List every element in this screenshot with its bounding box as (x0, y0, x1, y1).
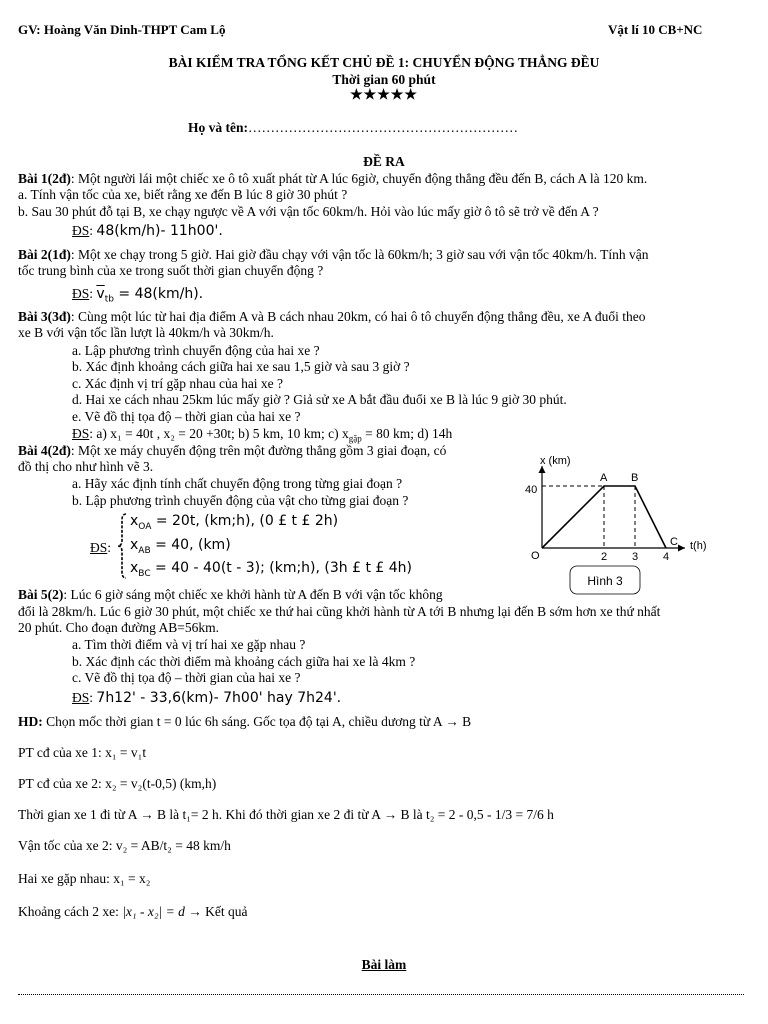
page-title: BÀI KIỂM TRA TỔNG KẾT CHỦ ĐỀ 1: CHUYỂN ĐỘNG THẲNG ĐỀU (168, 55, 600, 70)
bai3-text2: xe B với vận tốc lần lượt là 40km/h và 30km/h. (18, 325, 274, 340)
eq-var: x (130, 560, 139, 576)
bai4-title: Bài 4(2đ) (18, 443, 71, 458)
hd-line6 (18, 904, 247, 920)
bai4-ds-label: ĐS: (90, 540, 112, 555)
bai4-eq2 (130, 537, 231, 559)
hd-line2: PT cđ của xe 2: x₂ = v₂(t-0,5) (km,h) (18, 776, 217, 791)
hd-intro (18, 714, 471, 730)
bai4-a: a. Hãy xác định tính chất chuyển động trong từng giai đoạn ? (72, 476, 403, 491)
bai3-a: a. Lập phương trình chuyển động của hai xe ? (72, 343, 320, 358)
bai2-title: Bài 2(1đ) (18, 247, 71, 262)
bai2-body: : Một xe chạy trong 5 giờ. Hai giờ đầu chạy với vận tốc là 60km/h; 3 giờ sau với vận tốc 40km/h. Tính vận (70, 247, 649, 262)
bai2-answer: ĐS: $\overline{v}_{tb} = 48(km/h)$. (72, 286, 204, 305)
motion-graph (520, 448, 720, 598)
bai5-a: a. Tìm thời điểm và vị trí hai xe gặp nhau ? (72, 637, 306, 652)
ds-label: ĐS (90, 540, 108, 555)
ds-label: ĐS (72, 690, 90, 705)
bai4-eq1 (130, 513, 338, 535)
bai5-text2: đổi là 28km/h. Lúc 6 giờ 30 phút, một chiếc xe thứ hai cũng khởi hành từ A tới B nhưng lại đến B sớm hơn xe thứ nhất (18, 604, 661, 619)
ds-label: ĐS (72, 286, 90, 301)
bai2-text1 (18, 247, 649, 263)
bai2-v: $\overline{v}$ (96, 286, 105, 302)
bai4-b: b. Lập phương trình chuyển động của vật cho từng giai đoạn ? (72, 493, 409, 508)
bai4-eq3 (130, 560, 412, 582)
bai5-b: b. Xác định các thời điểm mà khoảng cách giữa hai xe là 4km ? (72, 654, 416, 669)
bai-lam-heading: Bài làm (361, 957, 407, 972)
bai3-d: d. Hai xe cách nhau 25km lúc mấy giờ ? Giả sử xe A bắt đầu đuổi xe B là lúc 9 giờ 30 phút. (72, 392, 567, 407)
eq-sub: OA (138, 521, 152, 532)
eq-body: = 40, (km) (150, 537, 231, 553)
rating-stars: ★★★★★ (350, 88, 418, 103)
system-brace (116, 512, 130, 580)
bai1-answer: ĐS: 48(km/h)- 11h00'. (72, 223, 223, 239)
bai3-b: b. Xác định khoảng cách giữa hai xe sau 1,5 giờ và sau 3 giờ ? (72, 359, 410, 374)
bai4-body: : Một xe máy chuyển động trên một đường thẳng gồm 3 giai đoạn, có (70, 443, 447, 458)
point-label-a: A (600, 472, 608, 484)
ds-label: ĐS (72, 426, 90, 441)
bai3-ds2: = 80 km; d) 14h (361, 426, 453, 441)
eq-var: x (130, 537, 139, 553)
hd-text: Chọn mốc thời gian t = 0 lúc 6h sáng. Gốc tọa độ tại A, chiều dương từ A → B (42, 714, 472, 729)
section-heading: ĐỀ RA (363, 154, 405, 169)
bai3-text1 (18, 309, 645, 325)
bai5-text3: 20 phút. Cho đoạn đường AB=56km. (18, 620, 219, 635)
hd-line1: PT cđ của xe 1: x₁ = v₁t (18, 745, 147, 760)
name-field (188, 120, 518, 136)
figure-caption: Hình 3 (587, 574, 623, 588)
name-dots: …………………………………………………… (248, 120, 518, 135)
bai5-c: c. Vẽ đồ thị tọa độ – thời gian của hai xe ? (72, 670, 301, 685)
bai5-title: Bài 5(2) (18, 587, 64, 602)
x-tick-3: 3 (632, 551, 639, 563)
x-tick-4: 4 (663, 551, 670, 563)
point-label-c: C (670, 536, 678, 548)
hd-label: HD: (18, 714, 43, 729)
point-label-b: B (631, 472, 639, 484)
x-axis-label: t(h) (690, 540, 707, 552)
bai3-e: e. Vẽ đồ thị tọa độ – thời gian của hai xe ? (72, 409, 301, 424)
answer-dotted-line (18, 994, 744, 995)
bai3-ds1: : a) x₁ = 40t , x₂ = 20 +30t; b) 5 km, 10 km; c) x (89, 426, 349, 441)
hd-line3: Thời gian xe 1 đi từ A → B là t₁= 2 h. Khi đó thời gian xe 2 đi từ A → B là t₂ = 2 - 0,5 - 1/3 = 7/6 h (18, 807, 554, 822)
header-left: GV: Hoàng Văn Dinh-THPT Cam Lộ (18, 22, 226, 37)
hd-line6-a: Khoảng cách 2 xe: (18, 904, 123, 919)
bai1-text (18, 171, 647, 187)
name-label: Họ và tên: (188, 120, 248, 135)
bai2-ds: = 48(km/h). (113, 286, 204, 302)
bai2-text2: tốc trung bình của xe trong suốt thời gian chuyển động ? (18, 263, 324, 278)
bai3-title: Bài 3(3đ) (18, 309, 71, 324)
bai1-title: Bài 1(2đ) (18, 171, 71, 186)
bai1-body: : Một người lái một chiếc xe ô tô xuất phát từ A lúc 6giờ, chuyển động thẳng đều đến B, cách A là 120 km. (70, 171, 648, 186)
bai1-b: b. Sau 30 phút đỗ tại B, xe chạy ngược về A với vận tốc 60km/h. Hỏi vào lúc mấy giờ ô tô sẽ trở về đến A ? (18, 204, 599, 219)
eq-var: x (130, 513, 139, 529)
bai4-text1 (18, 443, 446, 459)
bai4-text2: đồ thị cho như hình vẽ 3. (18, 459, 154, 474)
bai2-sub: tb (104, 294, 114, 305)
bai1-ds: 48(km/h)- 11h00'. (96, 223, 223, 239)
bai3-c: c. Xác định vị trí gặp nhau của hai xe ? (72, 376, 284, 391)
hd-line4: Vận tốc của xe 2: v₂ = AB/t₂ = 48 km/h (18, 838, 231, 853)
eq-body: = 20t, (km;h), (0 £ t £ 2h) (151, 513, 339, 529)
eq-sub: BC (138, 568, 151, 579)
bai3-sub: gặp (348, 433, 362, 444)
bai5-text1 (18, 587, 443, 603)
eq-sub: AB (138, 545, 151, 556)
bai5-ds: 7h12' - 33,6(km)- 7h00' hay 7h24'. (96, 690, 342, 706)
header-right: Vật lí 10 CB+NC (608, 22, 703, 37)
bai3-body: : Cùng một lúc từ hai địa điểm A và B cách nhau 20km, có hai ô tô chuyển động thẳng đều, xe A đuổi theo (70, 309, 646, 324)
hd-line6-b: → Kết quả (184, 904, 248, 919)
y-tick-40: 40 (525, 484, 538, 496)
bai5-answer: ĐS: 7h12' - 33,6(km)- 7h00' hay 7h24'. (72, 690, 342, 706)
bai1-a: a. Tính vận tốc của xe, biết rằng xe đến B lúc 8 giờ 30 phút ? (18, 187, 348, 202)
x-tick-2: 2 (601, 551, 608, 563)
bai5-body: : Lúc 6 giờ sáng một chiếc xe khởi hành từ A đến B với vận tốc không (63, 587, 443, 602)
hd-line5: Hai xe gặp nhau: x₁ = x₂ (18, 871, 151, 886)
y-axis-label: x (km) (540, 455, 571, 467)
eq-body: = 40 - 40(t - 3); (km;h), (3h £ t £ 4h) (150, 560, 413, 576)
time-limit: Thời gian 60 phút (332, 72, 436, 87)
hd-line6-math: |x₁ - x₂| = d (122, 904, 185, 919)
ds-label: ĐS (72, 223, 90, 238)
origin-label: O (531, 550, 540, 562)
